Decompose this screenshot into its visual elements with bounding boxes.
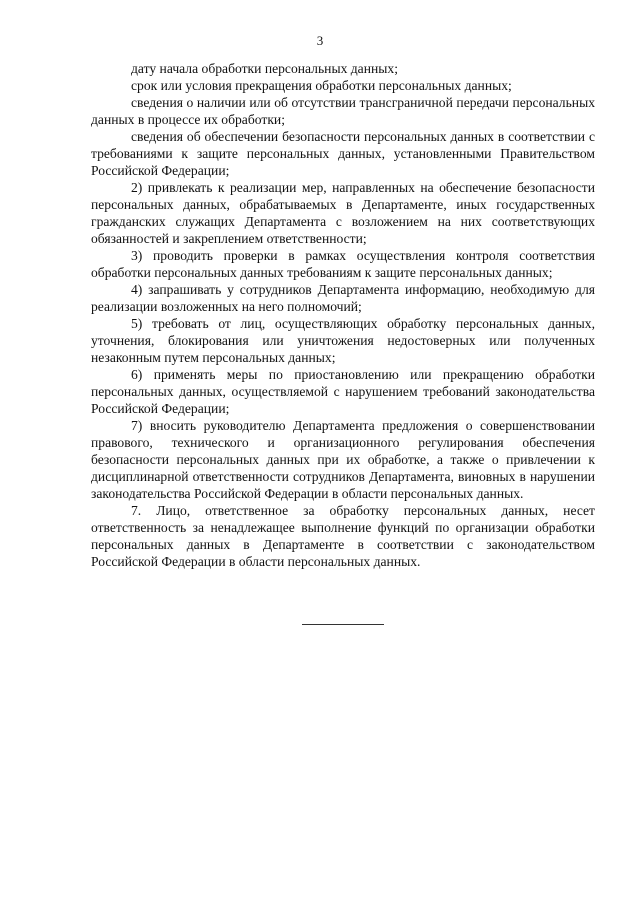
paragraph: срок или условия прекращения обработки персональных данных;	[131, 78, 512, 93]
paragraph: 3) проводить проверки в рамках осуществления контроля соответствия обработки персональных данных требованиям к защите персональных данных;	[91, 248, 595, 280]
paragraph: 7. Лицо, ответственное за обработку персональных данных, несет ответственность за ненадлежащее выполнение функций по организации обработки персональных данных в Департаменте в соответствии с законодательством Российской Федерации в области персональных данных.	[91, 503, 595, 569]
paragraph: 6) применять меры по приостановлению или прекращению обработки персональных данных, осуществляемой с нарушением требований законодательства Российской Федерации;	[91, 367, 595, 416]
paragraph: сведения об обеспечении безопасности персональных данных в соответствии с требованиями к защите персональных данных, установленными Правительством Российской Федерации;	[91, 129, 595, 178]
end-of-document-line	[302, 624, 384, 625]
paragraph: дату начала обработки персональных данных;	[131, 61, 398, 76]
paragraph: 5) требовать от лиц, осуществляющих обработку персональных данных, уточнения, блокирования или уничтожения недостоверных или полученных незаконным путем персональных данных;	[91, 316, 595, 365]
document-body	[91, 60, 595, 570]
paragraph: 4) запрашивать у сотрудников Департамента информацию, необходимую для реализации возложенных на него полномочий;	[91, 282, 595, 314]
page-number: 3	[316, 33, 324, 48]
paragraph: сведения о наличии или об отсутствии трансграничной передачи персональных данных в процессе их обработки;	[91, 95, 595, 127]
paragraph: 7) вносить руководителю Департамента предложения о совершенствовании правового, технического и организационного регулирования обеспечения безопасности персональных данных при их обработке, а также о привлечении к дисциплинарной ответственности сотрудников Департамента, виновных в нарушении законодательства Российской Федерации в области персональных данных.	[91, 418, 595, 501]
paragraph: 2) привлекать к реализации мер, направленных на обеспечение безопасности персональных данных, обрабатываемых в Департаменте, иных государственных гражданских служащих Департамента с возложением на них соответствующих обязанностей и закреплением ответственности;	[91, 180, 595, 246]
